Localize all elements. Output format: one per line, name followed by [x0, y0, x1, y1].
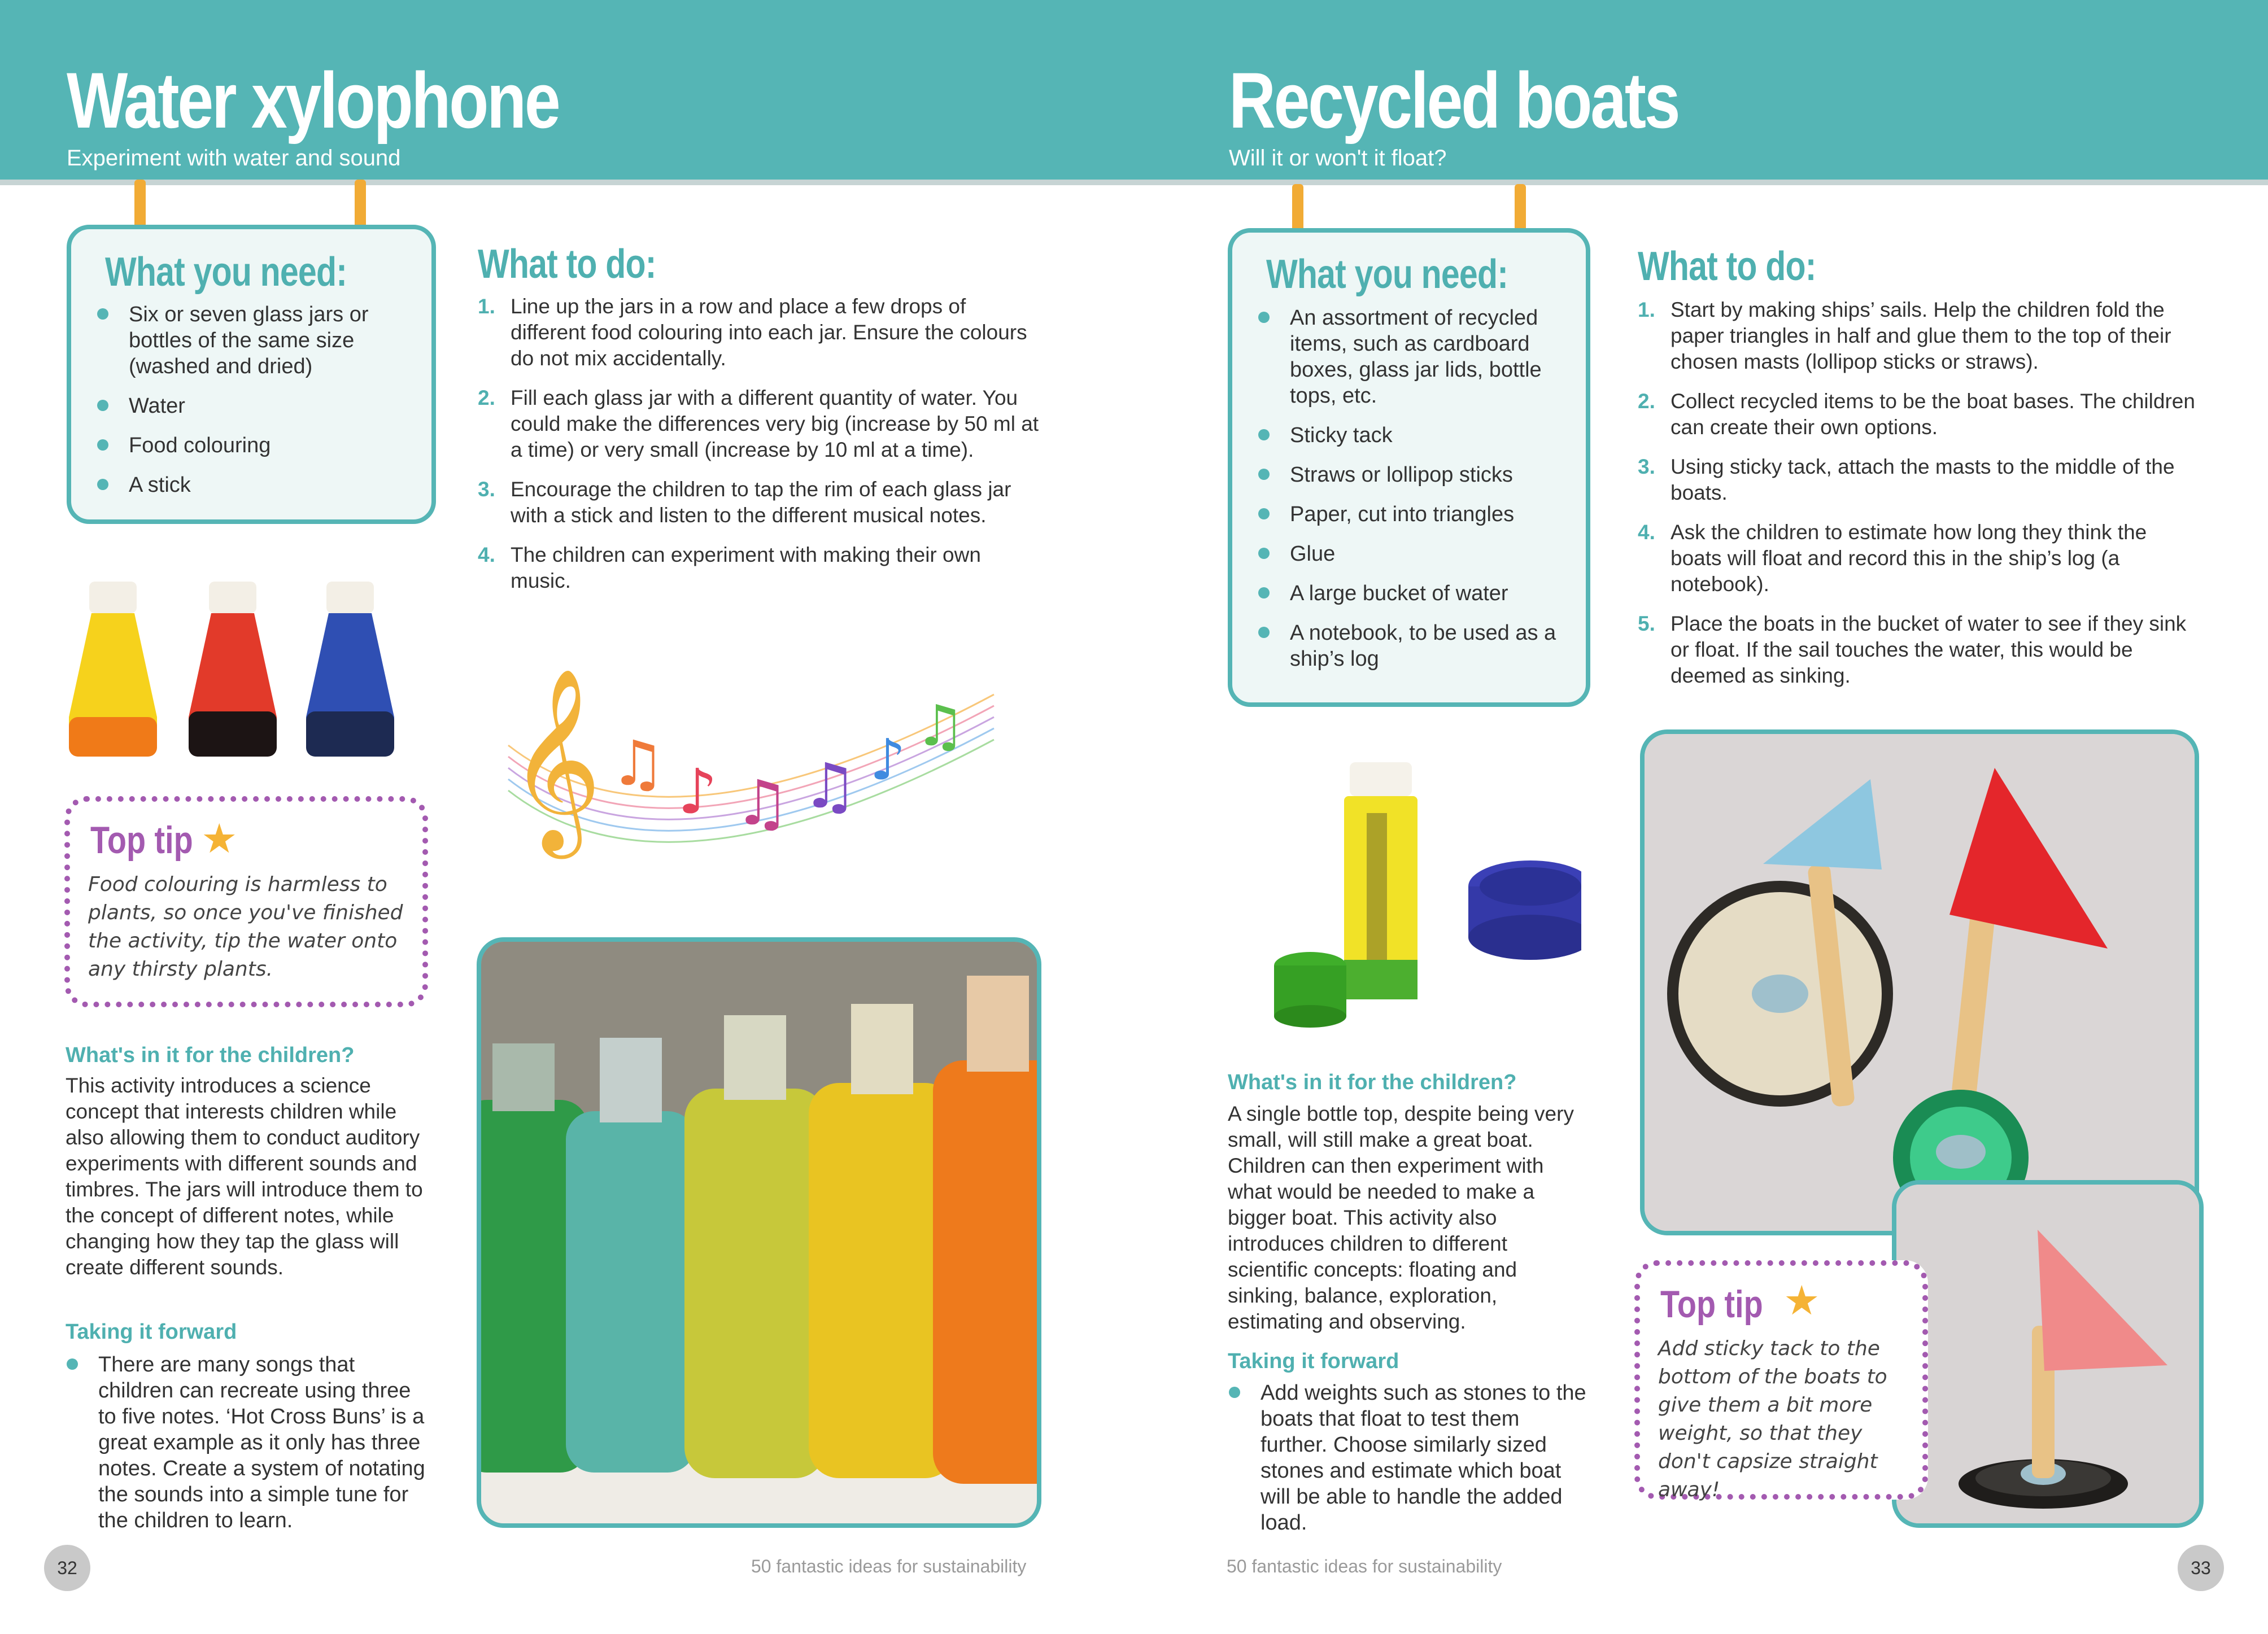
header-divider	[0, 180, 2268, 185]
page-number-right: 33	[2178, 1545, 2224, 1591]
right-tip-text: Add sticky tack to the bottom of the boats to give them a bit more weight, so that they don't capsize straight away!	[1658, 1337, 1887, 1501]
right-forward-heading: Taking it forward	[1228, 1349, 1399, 1373]
glue-and-cap-image	[1265, 757, 1581, 1028]
boats-illustration	[1645, 734, 2195, 1231]
left-tip-box	[64, 796, 428, 1007]
right-need-list	[1257, 305, 1573, 685]
svg-text:♫: ♫	[915, 693, 966, 759]
list-item: A notebook, to be used as a ship’s log	[1257, 620, 1573, 672]
right-need-heading: What you need:	[1266, 252, 1508, 297]
bottles-photo	[477, 937, 1041, 1528]
right-need-box	[1228, 228, 1590, 707]
list-item: Food colouring	[96, 432, 412, 458]
boats-photo	[1640, 729, 2199, 1235]
list-item: A large bucket of water	[1257, 580, 1573, 606]
left-forward-heading: Taking it forward	[66, 1320, 237, 1344]
left-title: Water xylophone	[67, 56, 559, 145]
svg-text:♪: ♪	[870, 727, 906, 793]
single-boat-photo	[1892, 1180, 2204, 1528]
left-whats-text: This activity introduces a science concept that interests children while also allowing them to conduct auditory experiments with different sounds and timbres. The jars will introduce them to the concept of different notes, while changing how they tap the glass will create different sounds.	[66, 1074, 423, 1279]
step-item: 2. Collect recycled items to be the boat bases. The children can create their own options.	[1638, 390, 2195, 439]
list-item: An assortment of recycled items, such as cardboard boxes, glass jar lids, bottle tops, etc.	[1257, 305, 1573, 409]
right-whats-heading: What's in it for the children?	[1228, 1071, 1517, 1094]
left-need-box	[67, 225, 436, 524]
list-item: Add weights such as stones to the boats that float to test them further. Choose similarly sized stones and estimate which boat will be able to handle the added load.	[1228, 1380, 1589, 1536]
hanger-peg	[134, 180, 146, 231]
svg-text:♫: ♫	[802, 750, 858, 822]
svg-text:♫: ♫	[610, 727, 666, 799]
right-do-steps	[1638, 297, 2202, 702]
star-icon: ★	[1783, 1278, 1820, 1323]
list-item: A stick	[96, 472, 412, 498]
list-item: Paper, cut into triangles	[1257, 501, 1573, 527]
right-tip-heading: Top tip	[1660, 1283, 1763, 1326]
left-need-list	[96, 302, 412, 512]
step-item: 5. Place the boats in the bucket of water to see if they sink or float. If the sail touches the water, this would be deemed as sinking.	[1638, 612, 2187, 687]
music-notes-image	[497, 644, 1005, 886]
svg-text:♫: ♫	[734, 767, 790, 839]
left-need-heading: What you need:	[105, 250, 347, 295]
bottles-illustration	[481, 942, 1037, 1523]
right-footer: 50 fantastic ideas for sustainability	[1227, 1556, 1502, 1576]
page-number-left: 32	[44, 1545, 90, 1591]
list-item: Straws or lollipop sticks	[1257, 462, 1573, 488]
right-forward-list	[1228, 1380, 1589, 1549]
step-item: 4. Ask the children to estimate how long they think the boats will float and record this in the ship’s log (a notebook).	[1638, 521, 2147, 596]
step-item: 1. Line up the jars in a row and place a few drops of different food colouring into each jar. Ensure the colours do not mix accidentally.	[478, 295, 1027, 370]
step-item: 2. Fill each glass jar with a different quantity of water. You could make the differences very big (increase by 50 ml at a time) or very small (increase by 10 ml at a time).	[478, 386, 1039, 461]
svg-text:♪: ♪	[678, 755, 718, 828]
left-do-steps	[478, 294, 1043, 608]
left-tip-heading: Top tip	[90, 819, 193, 862]
left-footer: 50 fantastic ideas for sustainability	[751, 1556, 1027, 1576]
left-forward-list	[66, 1352, 433, 1547]
list-item: Six or seven glass jars or bottles of the same size (washed and dried)	[96, 302, 412, 379]
left-subtitle: Experiment with water and sound	[67, 146, 401, 171]
step-item: 3. Using sticky tack, attach the masts to the middle of the boats.	[1638, 455, 2175, 504]
svg-text:𝄞: 𝄞	[508, 667, 602, 851]
right-title: Recycled boats	[1229, 56, 1679, 145]
right-whats-text: A single bottle top, despite being very small, will still make a great boat. Children can then experiment with what would be needed to make a bigger boat. This activity also introduces children to different scientific concepts: floating and sinking, balance, exploration, estimating and observing.	[1228, 1102, 1574, 1333]
right-subtitle: Will it or won't it float?	[1229, 146, 1447, 171]
hanger-peg	[355, 180, 366, 231]
right-tip-box	[1634, 1260, 1928, 1500]
step-item: 1. Start by making ships’ sails. Help the children fold the paper triangles in half and glue them to the top of their chosen masts (lollipop sticks or straws).	[1638, 298, 2171, 373]
star-icon: ★	[201, 816, 238, 862]
right-do-heading: What to do:	[1638, 244, 1816, 289]
list-item: Sticky tack	[1257, 422, 1573, 448]
left-whats-heading: What's in it for the children?	[66, 1043, 355, 1067]
step-item: 4. The children can experiment with making their own music.	[478, 543, 981, 592]
coloured-jars-image	[62, 576, 412, 762]
left-tip-text: Food colouring is harmless to plants, so once you've finished the activity, tip the water onto any thirsty plants.	[88, 873, 403, 981]
left-do-heading: What to do:	[478, 242, 656, 287]
list-item: There are many songs that children can recreate using three to five notes. ‘Hot Cross Buns’ is a great example as it only has three notes. Create a system of notating the sounds into a simple tune for the children to learn.	[66, 1352, 433, 1533]
list-item: Water	[96, 393, 412, 419]
step-item: 3. Encourage the children to tap the rim of each glass jar with a stick and listen to the different musical notes.	[478, 478, 1011, 527]
list-item: Glue	[1257, 541, 1573, 567]
single-boat-illustration	[1896, 1185, 2199, 1523]
